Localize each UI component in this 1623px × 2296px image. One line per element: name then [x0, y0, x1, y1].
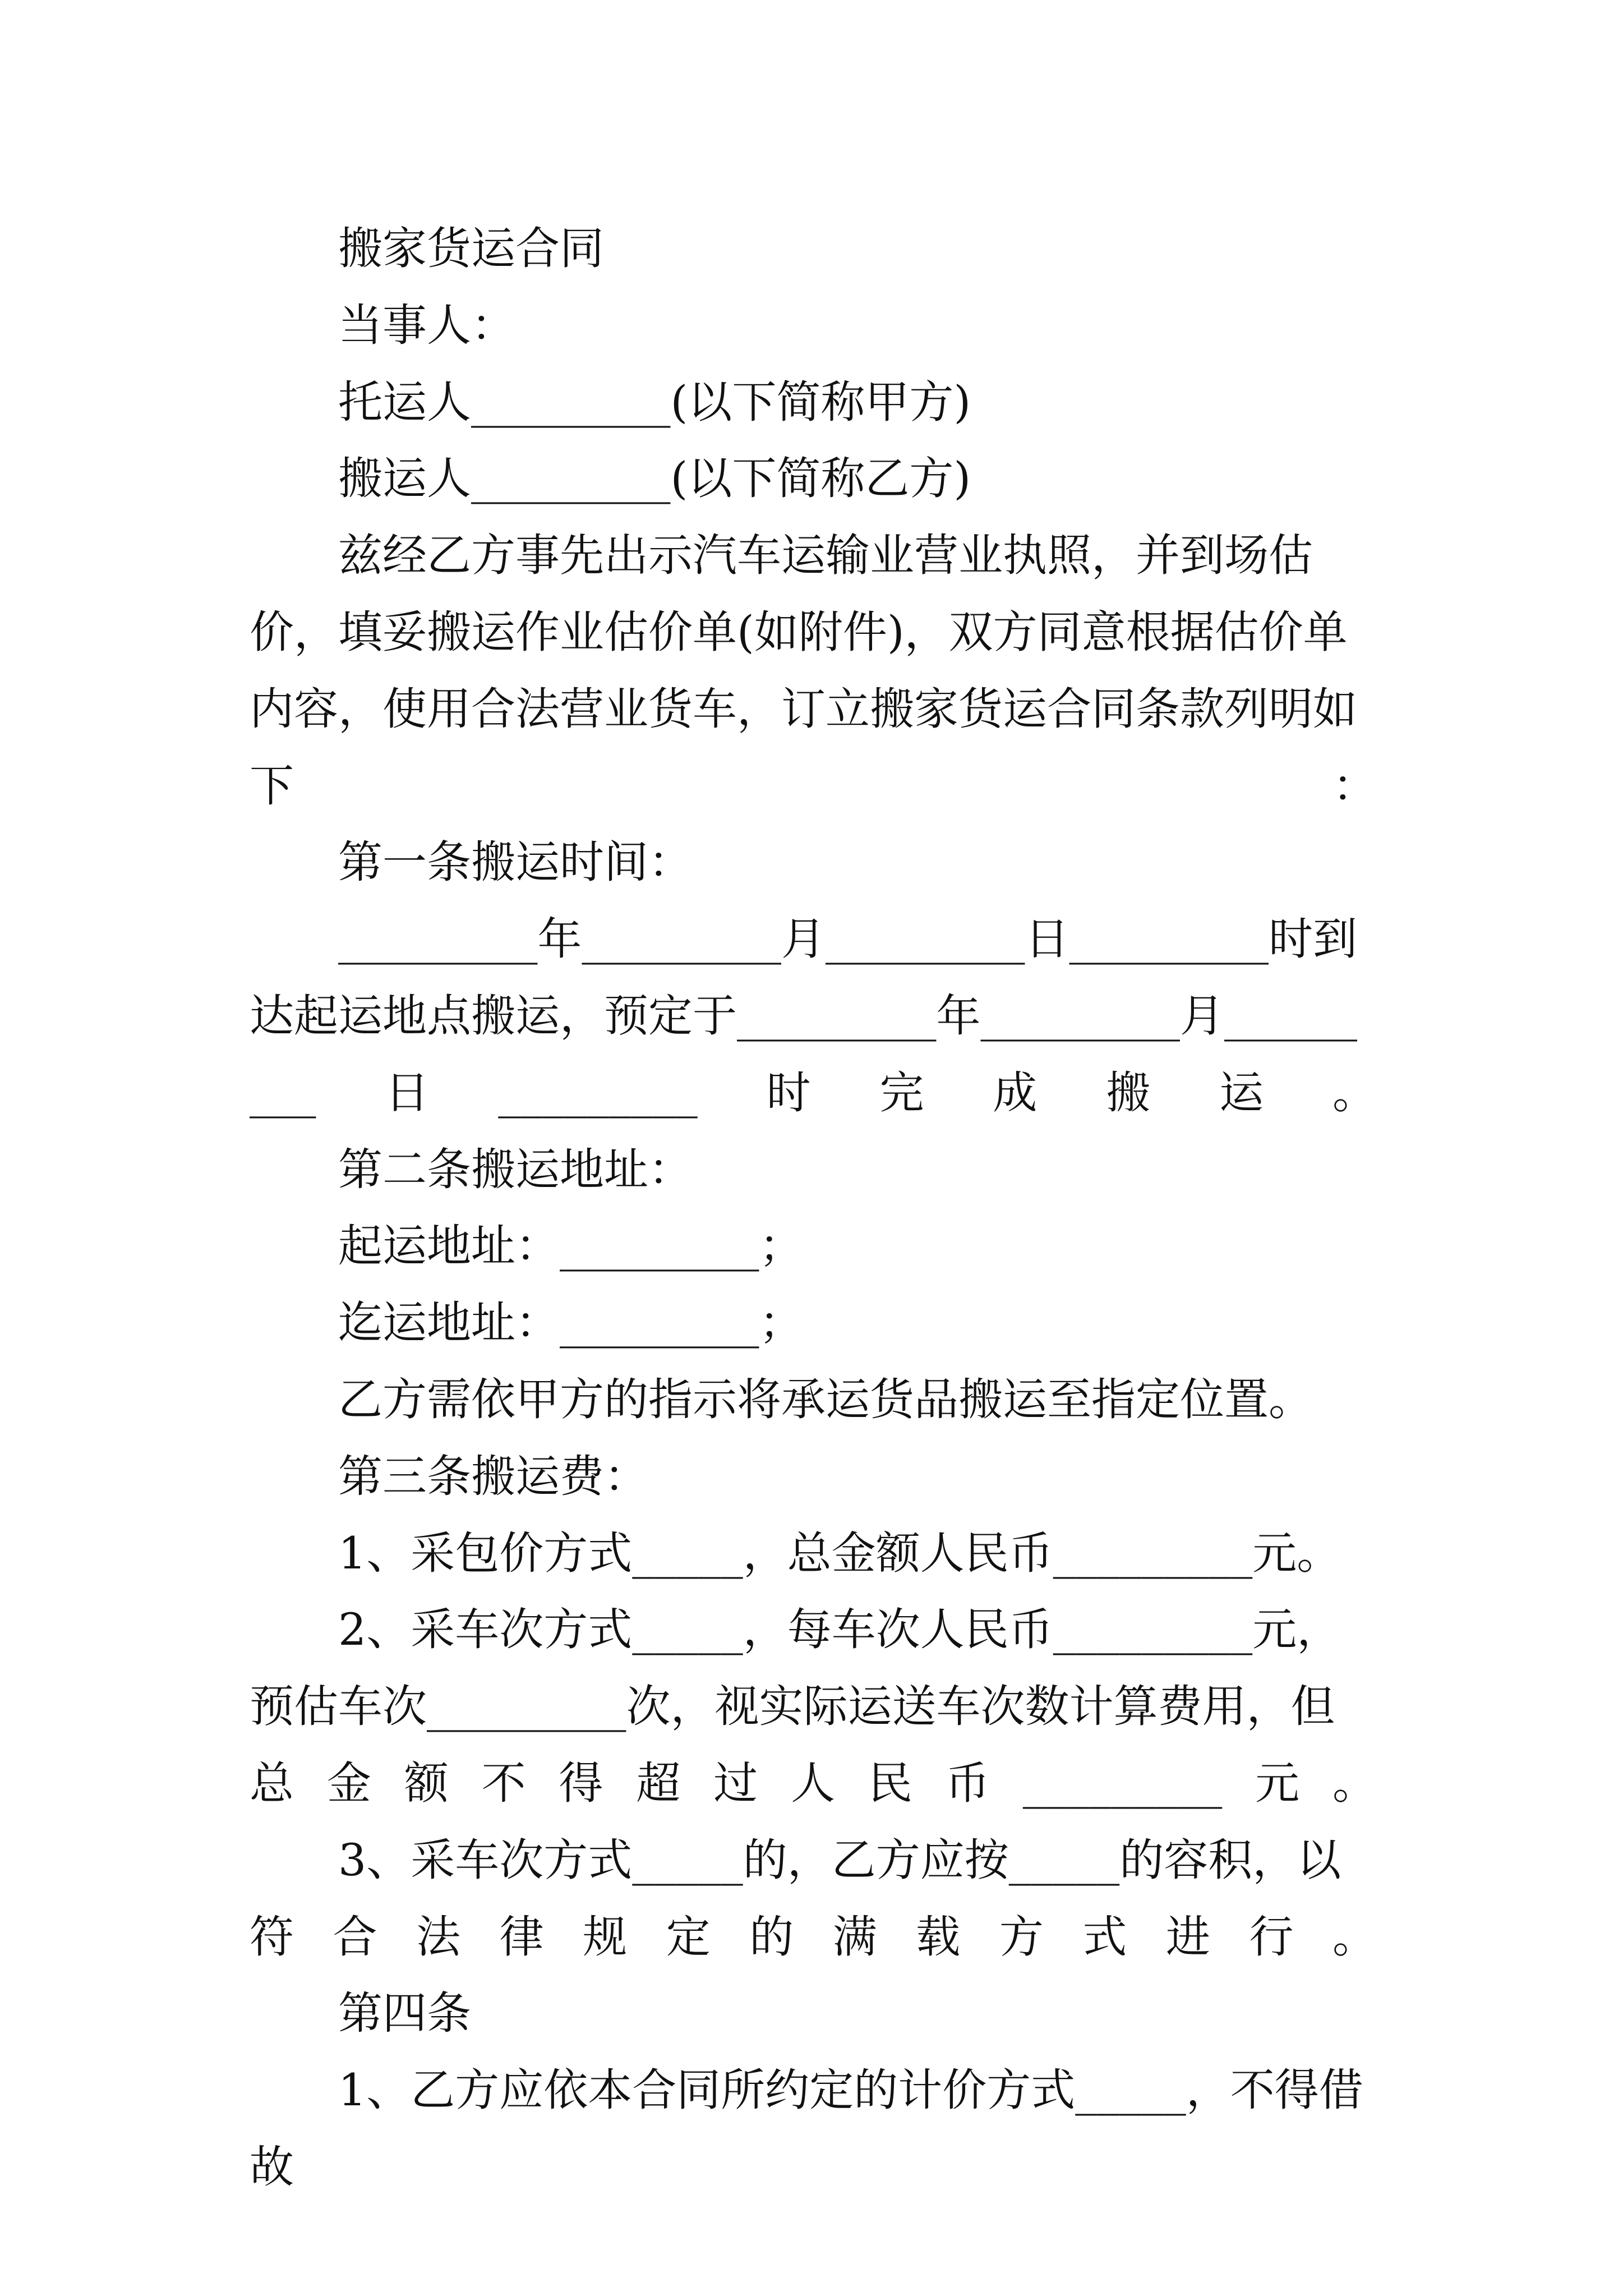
- article-2-heading: 第二条搬运地址：: [338, 1143, 693, 1195]
- article-3-item-1: 1、采包价方式_____，总金额人民币_________元。: [338, 1527, 1341, 1579]
- article-4-heading: 第四条: [338, 1987, 471, 2040]
- mover-line: 搬运人_________(以下简称乙方): [338, 453, 971, 505]
- article-1-text: _________年_________月_________日_________时到达起运地点搬运，预定于_________年_________月_________日_________时完成搬运。: [250, 913, 1377, 1119]
- article-1-heading: 第一条搬运时间：: [338, 836, 693, 889]
- article-3-item-3: 3、采车次方式_____的，乙方应按_____的容积，以符合法律规定的满载方式进行。: [250, 1834, 1377, 1963]
- article-2-instruction: 乙方需依甲方的指示将承运货品搬运至指定位置。: [338, 1373, 1313, 1425]
- parties-heading: 当事人：: [338, 299, 515, 351]
- article-4-item-1: 1、乙方应依本合同所约定的计价方式_____，不得借故: [250, 2064, 1363, 2193]
- origin-address-line: 起运地址：_________；: [338, 1220, 804, 1272]
- preamble-paragraph: 兹经乙方事先出示汽车运输业营业执照，并到场估价，填妥搬运作业估价单(如附件)，双方同意根据估价单内容，使用合法营业货车，订立搬家货运合同条款列明如下：: [250, 530, 1377, 812]
- document-body: [250, 210, 1377, 2206]
- destination-address-line: 迄运地址：_________；: [338, 1297, 804, 1349]
- article-3-item-2: 2、采车次方式_____，每车次人民币_________元，预估车次_________次，视实际运送车次数计算费用，但总金额不得超过人民币_________元。: [250, 1604, 1377, 1809]
- article-3-heading: 第三条搬运费：: [338, 1450, 648, 1502]
- shipper-line: 托运人_________(以下简称甲方): [338, 376, 971, 428]
- document-title: 搬家货运合同: [338, 223, 604, 274]
